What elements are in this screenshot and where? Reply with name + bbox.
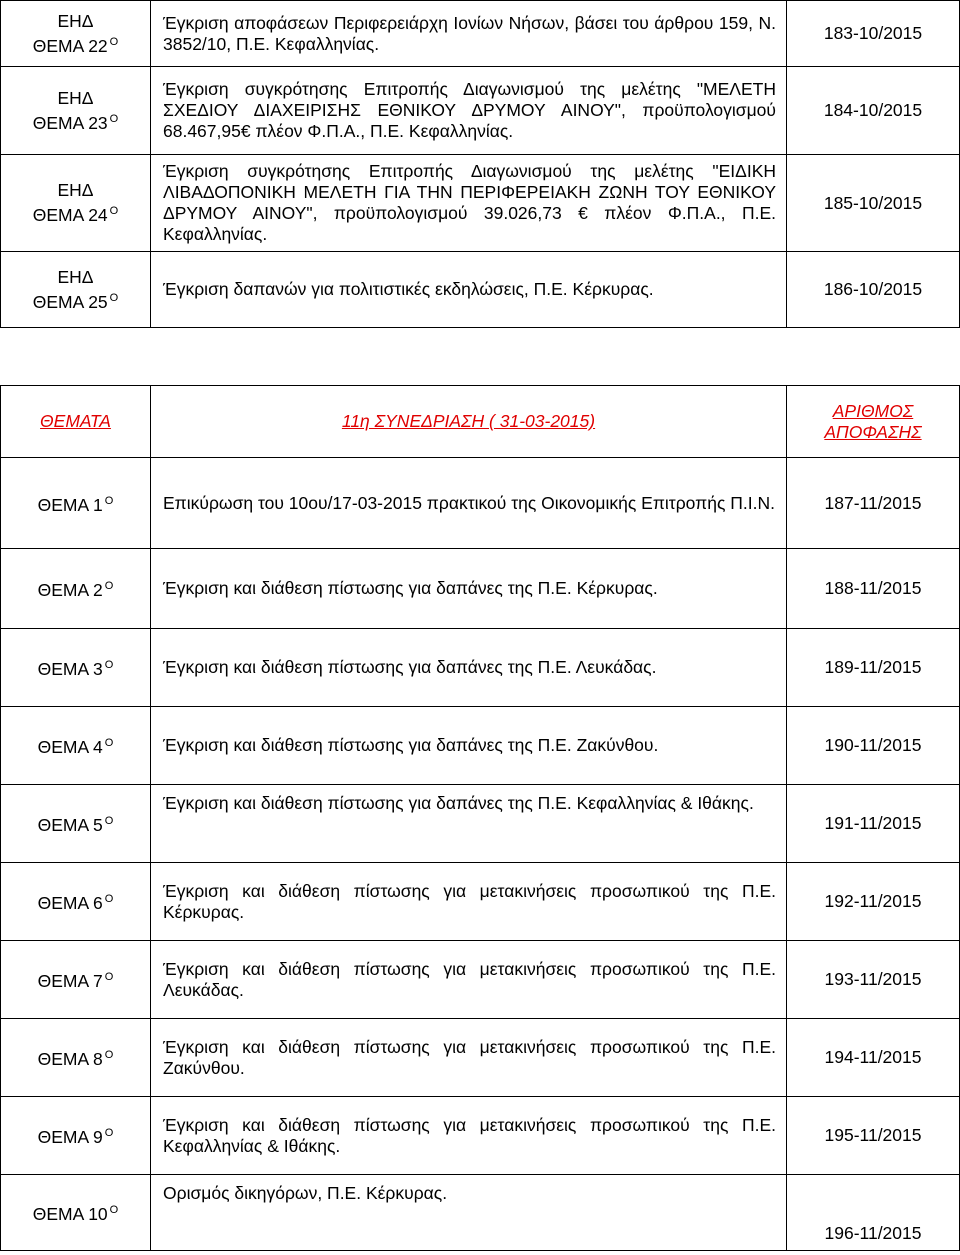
- table-row: [1, 458, 960, 549]
- subject-cell: Έγκριση και διάθεση πίστωσης για μετακινήσεις προσωπικού της Π.Ε. Ζακύνθου.: [151, 1019, 787, 1097]
- theme-ordinal: Ο: [109, 291, 119, 304]
- decision-number-header-line2: ΑΠΟΦΑΣΗΣ: [824, 421, 922, 442]
- table-row: [1, 549, 960, 629]
- subject-cell: Έγκριση δαπανών για πολιτιστικές εκδηλώσεις, Π.Ε. Κέρκυρας.: [151, 252, 787, 328]
- subject-cell: Έγκριση και διάθεση πίστωσης για δαπάνες της Π.Ε. Ζακύνθου.: [151, 707, 787, 785]
- theme-ordinal: Ο: [104, 580, 114, 592]
- theme-prefix: ΕΗΔ: [57, 87, 94, 108]
- decision-number-header: [787, 386, 960, 458]
- theme-ordinal: Ο: [104, 971, 114, 983]
- theme-cell: [1, 785, 151, 863]
- decision-number: 193-11/2015: [787, 941, 960, 1019]
- decision-number: 195-11/2015: [787, 1097, 960, 1175]
- decision-number: 187-11/2015: [787, 458, 960, 549]
- theme-cell: [1, 458, 151, 549]
- table-row: [1, 1019, 960, 1097]
- table-row: [1, 67, 960, 155]
- table-row: [1, 941, 960, 1019]
- decision-number: 186-10/2015: [787, 252, 960, 328]
- theme-cell: [1, 252, 151, 328]
- theme-label: ΘΕΜΑ 3: [37, 659, 103, 679]
- subject-cell: Έγκριση συγκρότησης Επιτροπής Διαγωνισμού της μελέτης "ΜΕΛΕΤΗ ΣΧΕΔΙΟΥ ΔΙΑΧΕΙΡΙΣΗΣ ΕΘΝΙΚΟΥ ΔΡΥΜΟΥ ΑΙΝΟΥ", προϋπολογισμού 68.467,95€ πλέον Φ.Π.Α., Π.Ε. Κεφαλληνίας.: [151, 67, 787, 155]
- decision-number: 188-11/2015: [787, 549, 960, 629]
- table-row: [1, 863, 960, 941]
- decision-number: 183-10/2015: [787, 1, 960, 67]
- theme-label: ΘΕΜΑ 25: [32, 291, 108, 312]
- subject-cell: Έγκριση και διάθεση πίστωσης για δαπάνες της Π.Ε. Κέρκυρας.: [151, 549, 787, 629]
- theme-ordinal: Ο: [109, 35, 119, 48]
- table-row: [1, 155, 960, 252]
- themes-header: ΘΕΜΑΤΑ: [1, 386, 151, 458]
- decision-number: 184-10/2015: [787, 67, 960, 155]
- theme-label: ΘΕΜΑ 1: [37, 494, 103, 515]
- subject-cell: Επικύρωση του 10ου/17-03-2015 πρακτικού της Οικονομικής Επιτροπής Π.Ι.Ν.: [151, 458, 787, 549]
- table-row: [1, 1175, 960, 1251]
- decision-number: 190-11/2015: [787, 707, 960, 785]
- subject-cell: Έγκριση συγκρότησης Επιτροπής Διαγωνισμού της μελέτης "ΕΙΔΙΚΗ ΛΙΒΑΔΟΠΟΝΙΚΗ ΜΕΛΕΤΗ ΓΙΑ ΤΗΝ ΠΕΡΙΦΕΡΕΙΑΚΗ ΖΩΝΗ ΤΟΥ ΕΘΝΙΚΟΥ ΔΡΥΜΟΥ ΑΙΝΟΥ", προϋπολογισμού 39.026,73 € πλέον Φ.Π.Α., Π.Ε. Κεφαλληνίας.: [151, 155, 787, 252]
- theme-prefix: ΕΗΔ: [57, 10, 94, 31]
- decision-number: 192-11/2015: [787, 863, 960, 941]
- decision-number: 189-11/2015: [787, 629, 960, 707]
- decision-number: 185-10/2015: [787, 155, 960, 252]
- subject-cell: Έγκριση αποφάσεων Περιφερειάρχη Ιονίων Νήσων, βάσει του άρθρου 159, Ν. 3852/10, Π.Ε. Κεφαλληνίας.: [151, 1, 787, 67]
- theme-ordinal: Ο: [104, 1049, 114, 1061]
- theme-cell: [1, 1175, 151, 1251]
- table-row: [1, 707, 960, 785]
- theme-cell: [1, 941, 151, 1019]
- table-row: [1, 785, 960, 863]
- theme-cell: [1, 155, 151, 252]
- subject-cell: Έγκριση και διάθεση πίστωσης για δαπάνες της Π.Ε. Κεφαλληνίας & Ιθάκης.: [151, 785, 787, 863]
- table-row: [1, 252, 960, 328]
- theme-prefix: ΕΗΔ: [57, 266, 94, 287]
- theme-label: ΘΕΜΑ 5: [37, 815, 103, 835]
- theme-ordinal: Ο: [104, 737, 114, 749]
- theme-cell: [1, 1, 151, 67]
- theme-cell: [1, 1097, 151, 1175]
- decision-number: 191-11/2015: [787, 785, 960, 863]
- session-11-table: [0, 385, 960, 1251]
- previous-session-table: [0, 0, 960, 328]
- subject-cell: Ορισμός δικηγόρων, Π.Ε. Κέρκυρας.: [151, 1175, 787, 1251]
- theme-ordinal: Ο: [109, 112, 119, 125]
- session-header: 11η ΣΥΝΕΔΡΙΑΣΗ ( 31-03-2015): [151, 386, 787, 458]
- theme-cell: [1, 67, 151, 155]
- theme-ordinal: Ο: [104, 815, 114, 827]
- subject-cell: Έγκριση και διάθεση πίστωσης για δαπάνες της Π.Ε. Λευκάδας.: [151, 629, 787, 707]
- theme-ordinal: Ο: [104, 659, 114, 671]
- theme-ordinal: Ο: [104, 494, 114, 507]
- decision-number-header-line1: ΑΡΙΘΜΟΣ: [832, 400, 914, 421]
- theme-cell: [1, 629, 151, 707]
- theme-prefix: ΕΗΔ: [57, 180, 94, 200]
- theme-label: ΘΕΜΑ 23: [32, 112, 108, 133]
- theme-cell: [1, 549, 151, 629]
- subject-cell: Έγκριση και διάθεση πίστωσης για μετακινήσεις προσωπικού της Π.Ε. Κέρκυρας.: [151, 863, 787, 941]
- decision-number: 196-11/2015: [787, 1175, 960, 1251]
- subject-cell: Έγκριση και διάθεση πίστωσης για μετακινήσεις προσωπικού της Π.Ε. Κεφαλληνίας & Ιθάκης.: [151, 1097, 787, 1175]
- theme-label: ΘΕΜΑ 7: [37, 971, 103, 991]
- theme-ordinal: Ο: [109, 205, 119, 217]
- theme-cell: [1, 707, 151, 785]
- decision-number: 194-11/2015: [787, 1019, 960, 1097]
- subject-cell: Έγκριση και διάθεση πίστωσης για μετακινήσεις προσωπικού της Π.Ε. Λευκάδας.: [151, 941, 787, 1019]
- theme-ordinal: Ο: [109, 1204, 119, 1216]
- theme-label: ΘΕΜΑ 10: [32, 1204, 108, 1224]
- theme-label: ΘΕΜΑ 4: [37, 737, 103, 757]
- table-row: [1, 1097, 960, 1175]
- theme-label: ΘΕΜΑ 22: [32, 35, 108, 56]
- theme-label: ΘΕΜΑ 24: [32, 205, 108, 225]
- theme-ordinal: Ο: [104, 1127, 114, 1139]
- theme-ordinal: Ο: [104, 893, 114, 905]
- theme-label: ΘΕΜΑ 6: [37, 893, 103, 913]
- theme-cell: [1, 1019, 151, 1097]
- theme-label: ΘΕΜΑ 2: [37, 580, 103, 600]
- theme-cell: [1, 863, 151, 941]
- theme-label: ΘΕΜΑ 9: [37, 1127, 103, 1147]
- table-row: [1, 1, 960, 67]
- table-header-row: [1, 386, 960, 458]
- theme-label: ΘΕΜΑ 8: [37, 1049, 103, 1069]
- table-row: [1, 629, 960, 707]
